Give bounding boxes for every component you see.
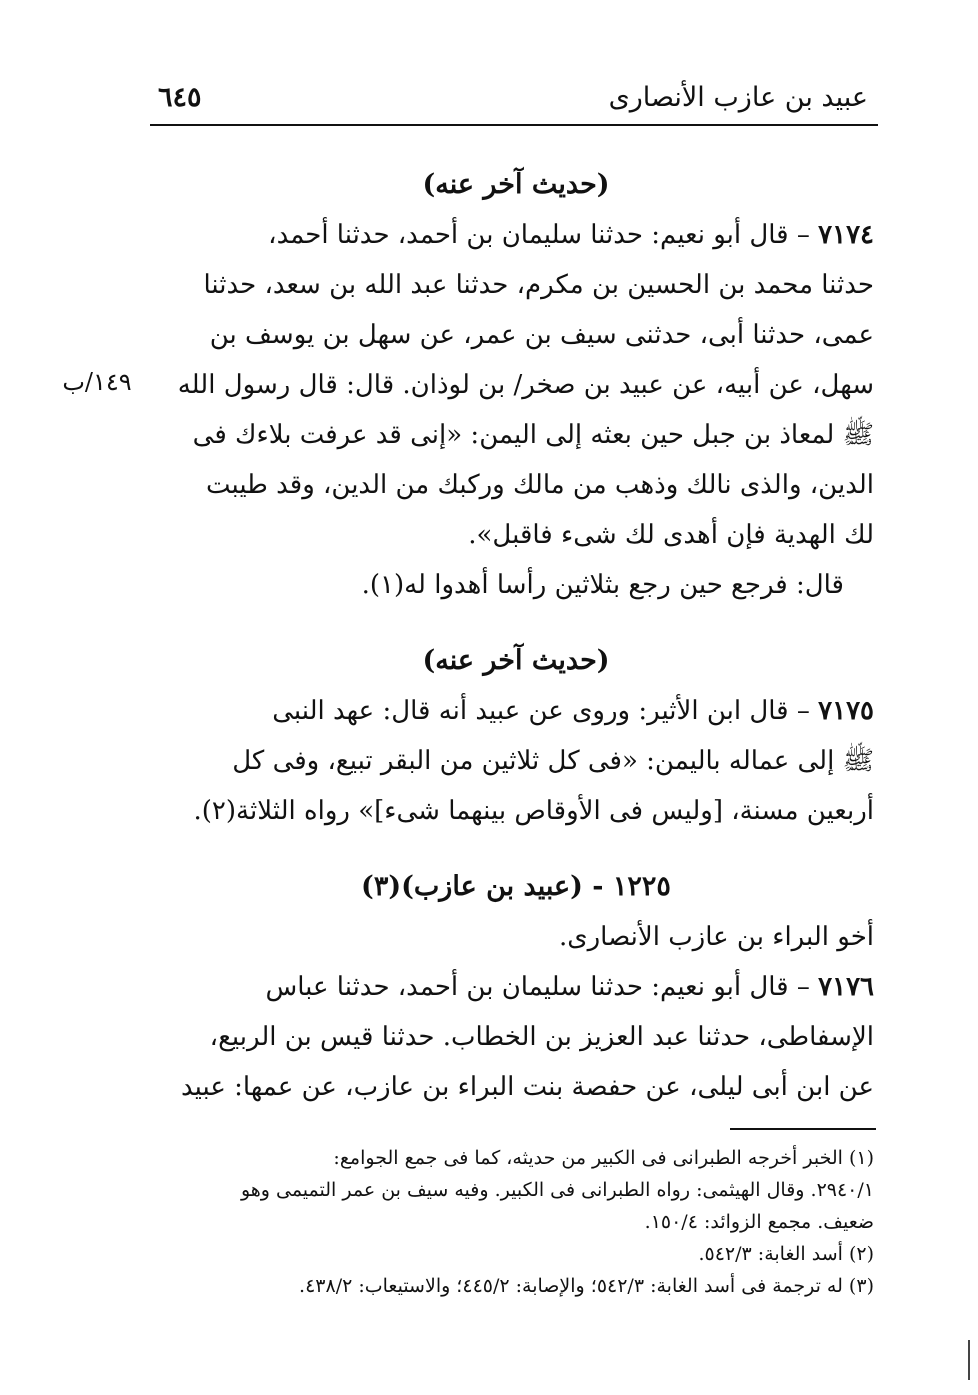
- hadith-7175-line-1: ٧١٧٥ – قال ابن الأثير: وروى عن عبيد أنه قال: عهد النبى: [272, 696, 874, 726]
- manuscript-folio-note: ١٤٩/ب: [62, 368, 132, 396]
- biography-heading: ١٢٢٥ - (عبيد بن عازب)(٣): [361, 871, 671, 902]
- footnote-1-line-1: (١) الخبر أخرجه الطبرانى فى الكبير من حديثه، كما فى جمع الجوامع:: [333, 1147, 874, 1169]
- page-number: ٦٤٥: [158, 82, 202, 113]
- hadith-7174-line-6: الدين، والذى نالك وذهب من مالك وركبك من الدين، وقد طيبت: [205, 470, 874, 500]
- footnote-3: (٣) له ترجمة فى أسد الغابة: ٥٤٢/٣؛ والإصابة: ٤٤٥/٢؛ والاستيعاب: ٤٣٨/٢.: [299, 1275, 874, 1297]
- footnote-1-line-2: ٢٩٤٠/١. وقال الهيثمى: رواه الطبرانى فى الكبير. وفيه سيف بن عمر التميمى وهو: [240, 1179, 874, 1201]
- hadith-7175-line-3: أربعين مسنة، [وليس فى الأوقاص بينهما شىء]» رواه الثلاثة(٢).: [193, 796, 874, 826]
- hadith-number-7174: ٧١٧٤: [818, 220, 874, 250]
- section-heading-2: (حديث آخر عنه): [422, 645, 610, 676]
- header-title: عبيد بن عازب الأنصارى: [608, 82, 868, 113]
- section-heading-1: (حديث آخر عنه): [422, 169, 610, 200]
- header-rule: [150, 124, 878, 126]
- spacer: [158, 610, 874, 636]
- footnote-rule: [730, 1128, 876, 1130]
- hadith-7176-text-1: قال أبو نعيم: حدثنا سليمان بن أحمد، حدثنا عباس: [265, 972, 789, 1002]
- spacer: [158, 836, 874, 862]
- hadith-7176-line-2: الإسفاطى، حدثنا عبد العزيز بن الخطاب. حدثنا قيس بن الربيع،: [209, 1022, 874, 1052]
- footnotes: [158, 1142, 874, 1302]
- hadith-7175-text-1: قال ابن الأثير: وروى عن عبيد أنه قال: عهد النبى: [272, 696, 789, 726]
- hadith-7174-line-1: ٧١٧٤ – قال أبو نعيم: حدثنا سليمان بن أحمد، حدثنا أحمد،: [268, 220, 874, 250]
- main-text: [158, 160, 874, 1112]
- hadith-7175-line-2: ﷺ إلى عماله باليمن: «فى كل ثلاثين من البقر تبيع، وفى كل: [232, 746, 874, 776]
- hadith-7174-line-3: عمى، حدثنا أبى، حدثنى سيف بن عمر، عن سهل بن يوسف بن: [209, 320, 874, 350]
- hadith-7174-line-5: ﷺ لمعاذ بن جبل حين بعثه إلى اليمن: «إنى قد عرفت بلاءك فى: [192, 420, 874, 450]
- hadith-7176-line-1: ٧١٧٦ – قال أبو نعيم: حدثنا سليمان بن أحمد، حدثنا عباس: [265, 972, 874, 1002]
- hadith-7176-line-3: عن ابن أبى ليلى، عن حفصة بنت البراء بن عازب، عن عمها: عبيد: [181, 1072, 874, 1102]
- footnote-2: (٢) أسد الغابة: ٥٤٢/٣.: [698, 1243, 874, 1265]
- hadith-7174-line-8: قال: فرجع حين رجع بثلاثين رأسا أهدوا له(١).: [361, 570, 844, 600]
- footnote-1-line-3: ضعيف. مجمع الزوائد: ١٥٠/٤.: [644, 1211, 874, 1233]
- hadith-7174-text-1: قال أبو نعيم: حدثنا سليمان بن أحمد، حدثنا أحمد،: [268, 220, 789, 250]
- hadith-number-7175: ٧١٧٥: [818, 696, 874, 726]
- page-edge-mark: [968, 1340, 970, 1380]
- hadith-7174-line-4: سهل، عن أبيه، عن عبيد بن صخر/ بن لوذان. قال: قال رسول الله: [177, 370, 874, 400]
- hadith-7174-line-2: حدثنا محمد بن الحسين بن مكرم، حدثنا عبد الله بن سعد، حدثنا: [203, 270, 874, 300]
- running-header: [150, 82, 878, 122]
- hadith-7174-line-7: لك الهدية فإن أهدى لك شىء فاقبل».: [468, 520, 874, 550]
- biography-subtitle: أخو البراء بن عازب الأنصارى.: [559, 922, 874, 952]
- hadith-number-7176: ٧١٧٦: [818, 972, 874, 1002]
